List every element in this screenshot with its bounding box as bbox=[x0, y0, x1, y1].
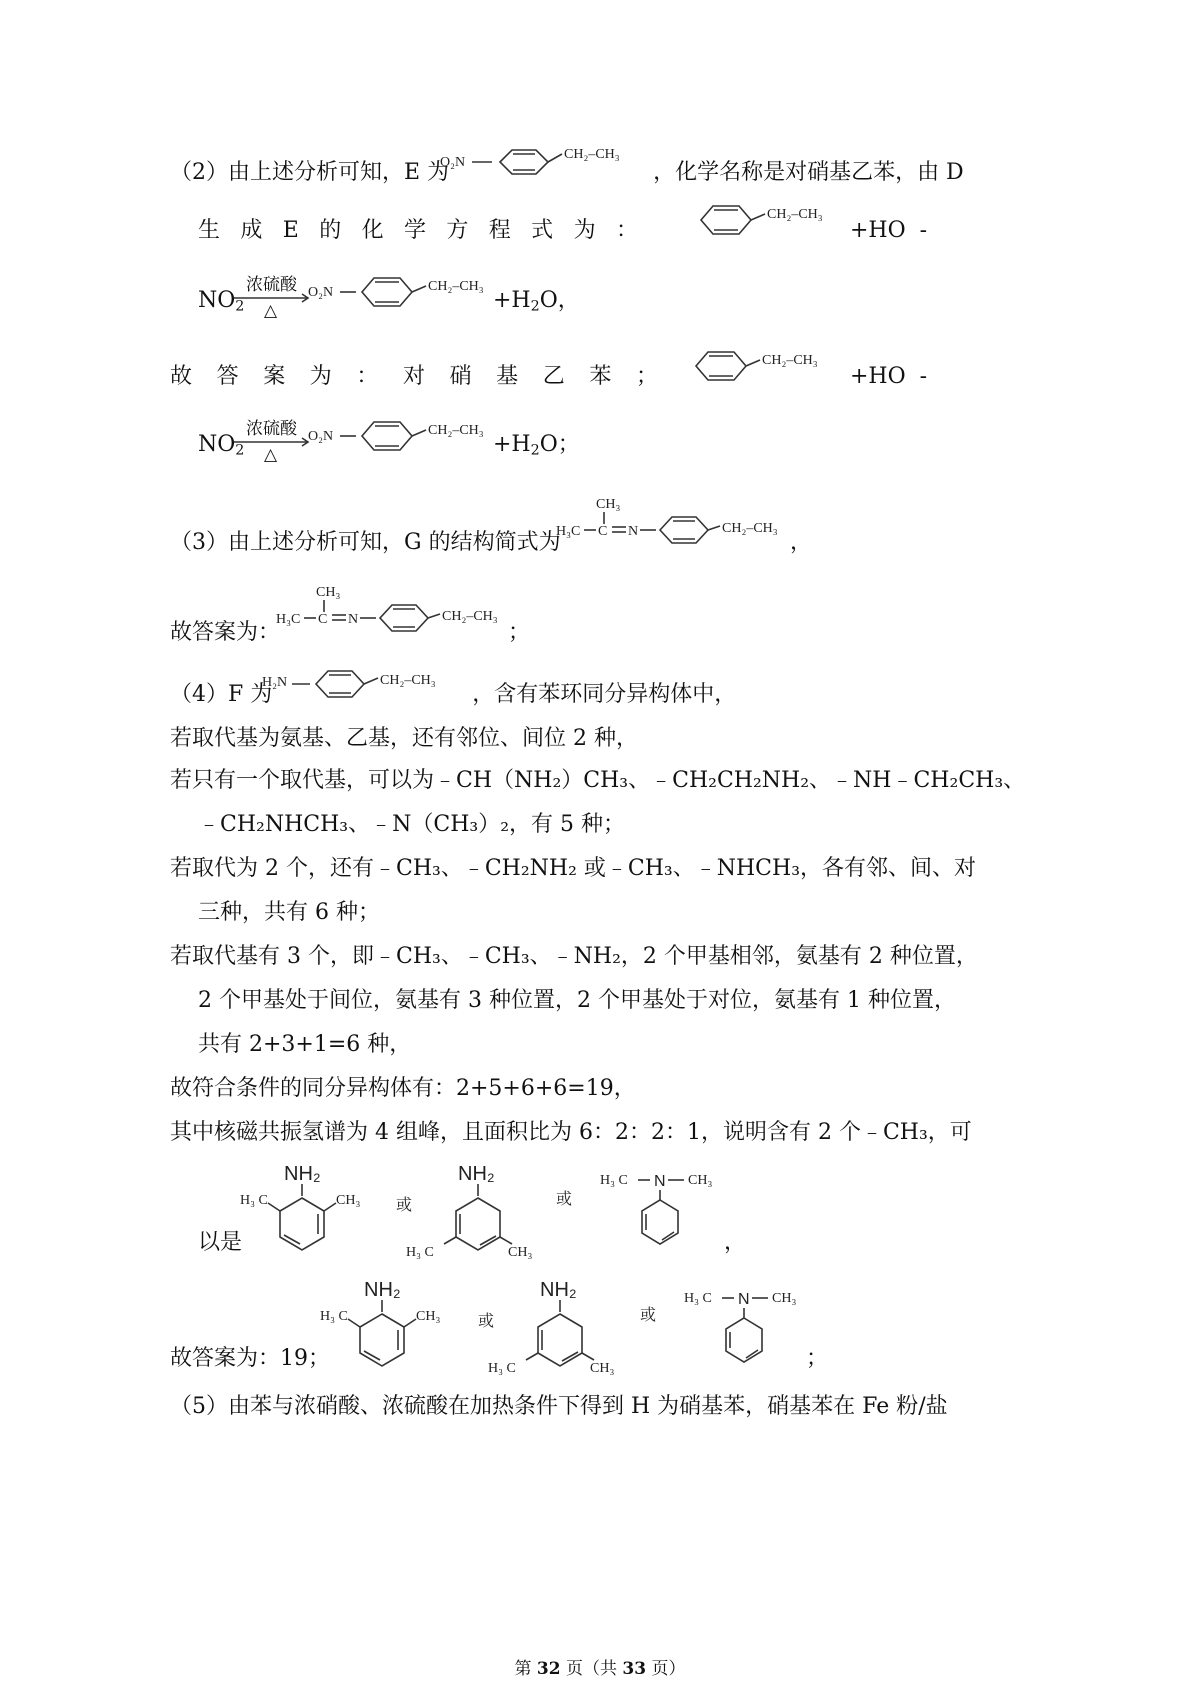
h3c-label: H₃C bbox=[556, 524, 581, 539]
nh2-label: NH₂ bbox=[284, 1163, 321, 1185]
ch3-label: CH₃ bbox=[596, 497, 621, 512]
o2n-label: O₂N bbox=[308, 429, 334, 444]
structure-ethylbenzene-1 bbox=[695, 196, 855, 246]
page-total: 33 bbox=[622, 1659, 647, 1679]
o2n-label: O₂N bbox=[440, 155, 466, 170]
reaction-arrow-1 bbox=[232, 270, 312, 320]
or-label: 或 bbox=[396, 1197, 413, 1214]
ch2ch3-label: CH₂–CH₃ bbox=[767, 207, 823, 222]
p5-line1: （5）由苯与浓硝酸、浓硫酸在加热条件下得到 H 为硝基苯，硝基苯在 Fe 粉/盐 bbox=[170, 1394, 948, 1419]
ch3-label: CH₃ bbox=[416, 1309, 441, 1324]
arrow-top-label: 浓硫酸 bbox=[246, 275, 297, 294]
arrow-top-label: 浓硫酸 bbox=[246, 419, 297, 438]
p4-line3: 若只有一个取代基，可以为﹣CH（NH₂）CH₃、﹣CH₂CH₂NH₂、﹣NH﹣CH₂CH₃、 bbox=[170, 768, 1026, 793]
o2n-label: O₂N bbox=[308, 285, 334, 300]
h3c-label: H₃ C bbox=[240, 1193, 268, 1208]
p2-line4-tail: +HO - bbox=[850, 364, 928, 389]
c-label: C bbox=[318, 612, 328, 627]
structure-n-n-dimethylaniline-2 bbox=[684, 1280, 824, 1370]
structure-g-1 bbox=[556, 490, 806, 560]
n-label: N bbox=[654, 1173, 666, 1190]
or-glyph-2 bbox=[552, 1184, 582, 1214]
p2-line1-start: （2）由上述分析可知，E 为 bbox=[170, 160, 450, 185]
structure-e-product-1 bbox=[306, 268, 506, 318]
structure-26-dimethylaniline-2 bbox=[320, 1272, 460, 1382]
reaction-arrow-2 bbox=[232, 414, 312, 464]
c-label: C bbox=[598, 524, 608, 539]
structure-n-n-dimethylaniline-1 bbox=[600, 1162, 740, 1252]
structure-35-dimethylaniline-1 bbox=[404, 1156, 544, 1266]
structure-e-product-2 bbox=[306, 412, 506, 462]
structure-f bbox=[262, 662, 462, 712]
p2-line2-spread: 生 成 E 的 化 学 方 程 式 为 ： bbox=[198, 218, 638, 243]
h3c-label: H₃ C bbox=[320, 1309, 348, 1324]
p2-line2-tail: +HO - bbox=[850, 218, 928, 243]
p2-line5-tail: $+H_2O$； bbox=[493, 432, 580, 459]
p4-line11: 其中核磁共振氢谱为 4 组峰，且面积比为 6：2：2：1，说明含有 2 个﹣CH₃，可 bbox=[170, 1120, 972, 1145]
p3-line1: （3）由上述分析可知，G 的结构简式为 bbox=[170, 530, 561, 555]
ch2ch3-label: CH₂–CH₃ bbox=[762, 353, 818, 368]
p2-line1-end: ，化学名称是对硝基乙苯，由 D bbox=[653, 160, 964, 185]
ch2ch3-label: CH₂–CH₃ bbox=[442, 609, 498, 624]
ch2ch3-label: CH₂–CH₃ bbox=[428, 279, 484, 294]
p4-line13: 故答案为：19； bbox=[170, 1346, 330, 1371]
p4-line12-end: ， bbox=[724, 1230, 747, 1255]
structure-35-dimethylaniline-2 bbox=[486, 1272, 626, 1382]
p4-line9: 共有 2+3+1=6 种， bbox=[198, 1032, 412, 1057]
p2-line4-spread: 故 答 案 为 ： 对 硝 基 乙 苯 ； bbox=[170, 364, 658, 389]
ch2ch3-label: CH₂–CH₃ bbox=[564, 147, 620, 162]
n-label: N bbox=[628, 524, 639, 539]
or-label: 或 bbox=[478, 1313, 495, 1330]
n-label: N bbox=[348, 612, 359, 627]
nh2-label: NH₂ bbox=[540, 1279, 577, 1301]
p4-line10: 故符合条件的同分异构体有：2+5+6+6=19， bbox=[170, 1076, 636, 1101]
p4-line7: 若取代基有 3 个，即﹣CH₃、﹣CH₃、﹣NH₂，2 个甲基相邻，氨基有 2 种位置， bbox=[170, 944, 978, 969]
page-number: 32 bbox=[536, 1659, 561, 1679]
p4-line2: 若取代基为氨基、乙基，还有邻位、间位 2 种， bbox=[170, 726, 638, 751]
p2-line5: $NO_2$ bbox=[198, 432, 245, 459]
h3c-label: H₃C bbox=[276, 612, 301, 627]
ch3-label: CH₃ bbox=[508, 1245, 533, 1260]
p3-line2: 故答案为： bbox=[170, 620, 281, 645]
nh2-label: NH₂ bbox=[458, 1163, 495, 1185]
p4-line13-end: ； bbox=[806, 1346, 829, 1371]
arrow-bottom-label: △ bbox=[264, 301, 278, 320]
or-label: 或 bbox=[556, 1191, 573, 1208]
h2n-label: H₂N bbox=[262, 675, 288, 690]
p4-line6: 三种，共有 6 种； bbox=[198, 900, 380, 925]
structure-ethylbenzene-2 bbox=[690, 342, 850, 392]
ch3-label: CH₃ bbox=[688, 1173, 713, 1188]
h3c-label: H₃ C bbox=[488, 1361, 516, 1376]
h3c-label: H₃ C bbox=[684, 1291, 712, 1306]
p4-line4: ﹣CH₂NHCH₃、﹣N（CH₃）₂，有 5 种； bbox=[198, 812, 626, 837]
ch2ch3-label: CH₂–CH₃ bbox=[722, 521, 778, 536]
n-label: N bbox=[738, 1291, 750, 1308]
p4-line8: 2 个甲基处于间位，氨基有 3 种位置，2 个甲基处于对位，氨基有 1 种位置， bbox=[198, 988, 956, 1013]
structure-26-dimethylaniline-1 bbox=[240, 1156, 380, 1266]
ch3-label: CH₃ bbox=[772, 1291, 797, 1306]
page-footer: 第 32 页（共 33 页） bbox=[514, 1659, 686, 1679]
structure-e-nitroethylbenzene bbox=[440, 134, 640, 194]
ch2ch3-label: CH₂–CH₃ bbox=[380, 673, 436, 688]
p4-line5: 若取代为 2 个，还有﹣CH₃、﹣CH₂NH₂ 或﹣CH₃、﹣NHCH₃，各有邻、间、对 bbox=[170, 856, 977, 881]
or-label: 或 bbox=[640, 1307, 657, 1324]
or-glyph-4 bbox=[636, 1300, 666, 1330]
p3-line2-end: ； bbox=[508, 620, 531, 645]
p2-line3: $NO_2$ bbox=[198, 288, 245, 315]
p2-line3-tail: $+H_2O$， bbox=[493, 288, 580, 315]
arrow-bottom-label: △ bbox=[264, 445, 278, 464]
structure-g-2 bbox=[276, 578, 526, 648]
h3c-label: H₃ C bbox=[406, 1245, 434, 1260]
p4-line12: 以是 bbox=[198, 1230, 243, 1255]
ch3-label: CH₃ bbox=[316, 585, 341, 600]
p4-line1: （4）F 为 ，含有苯环同分异构体中， bbox=[170, 682, 737, 707]
ch3-label: CH₃ bbox=[336, 1193, 361, 1208]
ch3-label: CH₃ bbox=[590, 1361, 615, 1376]
nh2-label: NH₂ bbox=[364, 1279, 401, 1301]
p3-line1-end: ， bbox=[790, 530, 813, 555]
ch2ch3-label: CH₂–CH₃ bbox=[428, 423, 484, 438]
h3c-label: H₃ C bbox=[600, 1173, 628, 1188]
